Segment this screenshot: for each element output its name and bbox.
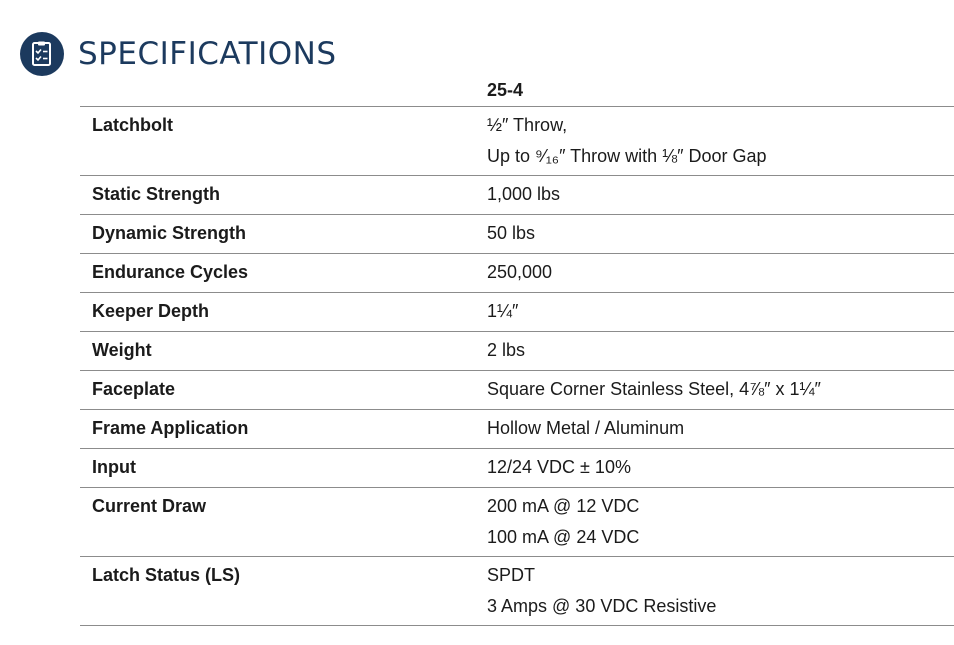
table-row <box>80 371 954 410</box>
spec-value <box>487 410 954 449</box>
table-row <box>80 293 954 332</box>
spec-value-line: 200 mA @ 12 VDC <box>487 496 640 516</box>
spec-value-line: SPDT <box>487 565 536 585</box>
spec-value <box>487 449 954 488</box>
spec-label: Input <box>80 449 487 488</box>
section-header <box>20 29 337 79</box>
spec-value <box>487 254 954 293</box>
specifications-table <box>80 74 954 626</box>
spec-value-line: 250,000 <box>487 262 553 282</box>
page-title: SPECIFICATIONS <box>78 36 337 72</box>
table-row <box>80 449 954 488</box>
spec-value-line: Up to ⁹⁄₁₆″ Throw with ⅛″ Door Gap <box>487 146 767 166</box>
spec-label: Keeper Depth <box>80 293 487 332</box>
table-body <box>80 107 954 626</box>
spec-label: Endurance Cycles <box>80 254 487 293</box>
spec-value-line: ½″ Throw, <box>487 115 568 135</box>
spec-value-line: 2 lbs <box>487 340 526 360</box>
spec-label: Latch Status (LS) <box>80 557 487 626</box>
spec-value-line: 3 Amps @ 30 VDC Resistive <box>487 596 717 616</box>
spec-label: Dynamic Strength <box>80 215 487 254</box>
spec-label: Faceplate <box>80 371 487 410</box>
spec-label: Weight <box>80 332 487 371</box>
spec-value <box>487 488 954 557</box>
spec-value <box>487 332 954 371</box>
spec-label: Latchbolt <box>80 107 487 176</box>
table-header-row <box>80 74 954 107</box>
table-row <box>80 176 954 215</box>
spec-value-line: 1,000 lbs <box>487 184 561 204</box>
table-row <box>80 488 954 557</box>
spec-value <box>487 176 954 215</box>
spec-value <box>487 293 954 332</box>
spec-value-line: Hollow Metal / Aluminum <box>487 418 685 438</box>
spec-value <box>487 557 954 626</box>
spec-label: Current Draw <box>80 488 487 557</box>
checklist-icon <box>20 32 64 76</box>
spec-label: Static Strength <box>80 176 487 215</box>
spec-value-line: 1¼″ <box>487 301 519 321</box>
table-row <box>80 215 954 254</box>
table-row <box>80 557 954 626</box>
spec-value <box>487 215 954 254</box>
spec-value <box>487 107 954 176</box>
table-row <box>80 107 954 176</box>
table-row <box>80 410 954 449</box>
column-header-model: 25-4 <box>80 74 954 107</box>
spec-value-line: 50 lbs <box>487 223 536 243</box>
spec-value <box>487 371 954 410</box>
table-row <box>80 254 954 293</box>
spec-label: Frame Application <box>80 410 487 449</box>
table-row <box>80 332 954 371</box>
spec-value-line: 12/24 VDC ± 10% <box>487 457 631 477</box>
spec-value-line: Square Corner Stainless Steel, 4⅞″ x 1¼″ <box>487 379 821 399</box>
spec-value-line: 100 mA @ 24 VDC <box>487 527 640 547</box>
